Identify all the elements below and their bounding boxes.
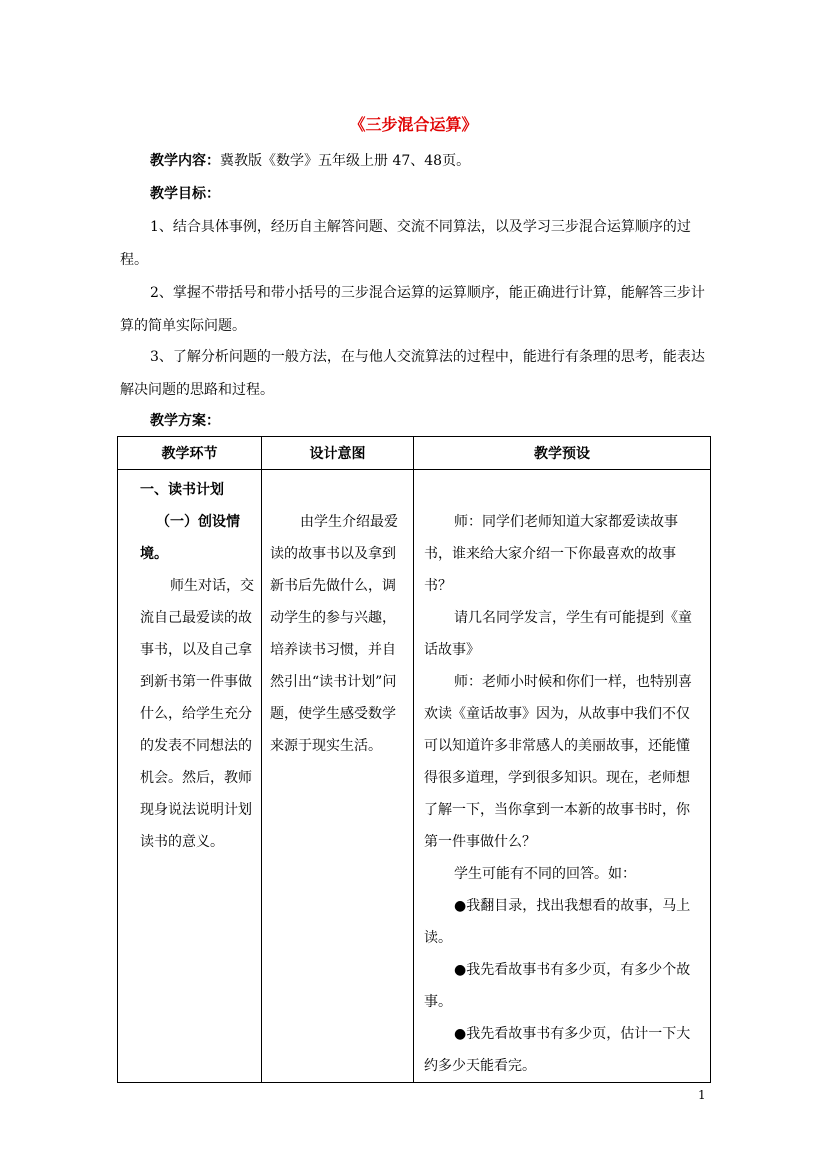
preset-paragraph: ●我先看故事书有多少页，有多少个故事。 [424, 962, 691, 1010]
preset-paragraph: 学生可能有不同的回答。如： [454, 866, 636, 882]
preset-cell [414, 470, 711, 1083]
preset-paragraph: ●我先看故事书有多少页，估计一下大约多少天能看完。 [424, 1026, 691, 1074]
intent-cell [262, 470, 414, 1083]
preset-paragraph: ●我翻目录，找出我想看的故事，马上读。 [424, 898, 691, 946]
stage-cell [118, 470, 262, 1083]
teaching-goals-label: 教学目标： [150, 186, 220, 202]
teaching-plan-label: 教学方案： [150, 413, 220, 429]
header-teaching-preset: 教学预设 [414, 437, 711, 470]
stage-text: 师生对话，交流自己最爱读的故事书，以及自己拿到新书第一件事做什么，给学生充分的发表不同想法的机会。然后，教师现身说法说明计划读书的意义。 [140, 578, 254, 850]
preset-paragraph: 师：同学们老师知道大家都爱读故事书，谁来给大家介绍一下你最喜欢的故事书？ [424, 514, 678, 594]
page-number: 1 [698, 1088, 706, 1102]
teaching-content-label: 教学内容： [150, 153, 220, 169]
goal-item-1: 1、结合具体事例，经历自主解答问题、交流不同算法，以及学习三步混合运算顺序的过程。 [120, 219, 691, 268]
document-title: 《三步混合运算》 [349, 115, 478, 134]
preset-paragraph: 师：老师小时候和你们一样，也特别喜欢读《童话故事》因为，从故事中我们不仅可以知道许多非常感人的美丽故事，还能懂得很多道理，学到很多知识。现在，老师想了解一下，当你拿到一本新的故事书时，你第一件事做什么？ [424, 674, 692, 850]
teaching-content-text: 冀教版《数学》五年级上册 47、48页。 [220, 153, 471, 169]
table-header-row [118, 437, 711, 470]
goal-item-3: 3、了解分析问题的一般方法，在与他人交流算法的过程中，能进行有条理的思考，能表达解决问题的思路和过程。 [120, 349, 705, 398]
teaching-plan-table [117, 436, 711, 1083]
goal-item-2: 2、掌握不带括号和带小括号的三步混合运算的运算顺序，能正确进行计算，能解答三步计算的简单实际问题。 [120, 285, 705, 334]
teaching-content [120, 145, 710, 178]
header-design-intent: 设计意图 [262, 437, 414, 470]
section-heading: 一、读书计划 [140, 482, 224, 498]
preset-paragraph: 请几名同学发言，学生有可能提到《童话故事》 [424, 610, 692, 658]
subsection-heading: （一）创设情境。 [140, 514, 240, 562]
header-teaching-stage: 教学环节 [118, 437, 262, 470]
intent-text: 由学生介绍最爱读的故事书以及拿到新书后先做什么，调动学生的参与兴趣，培养读书习惯，并自然引出“读书计划”问题，使学生感受数学来源于现实生活。 [270, 514, 398, 754]
table-row [118, 470, 711, 1083]
